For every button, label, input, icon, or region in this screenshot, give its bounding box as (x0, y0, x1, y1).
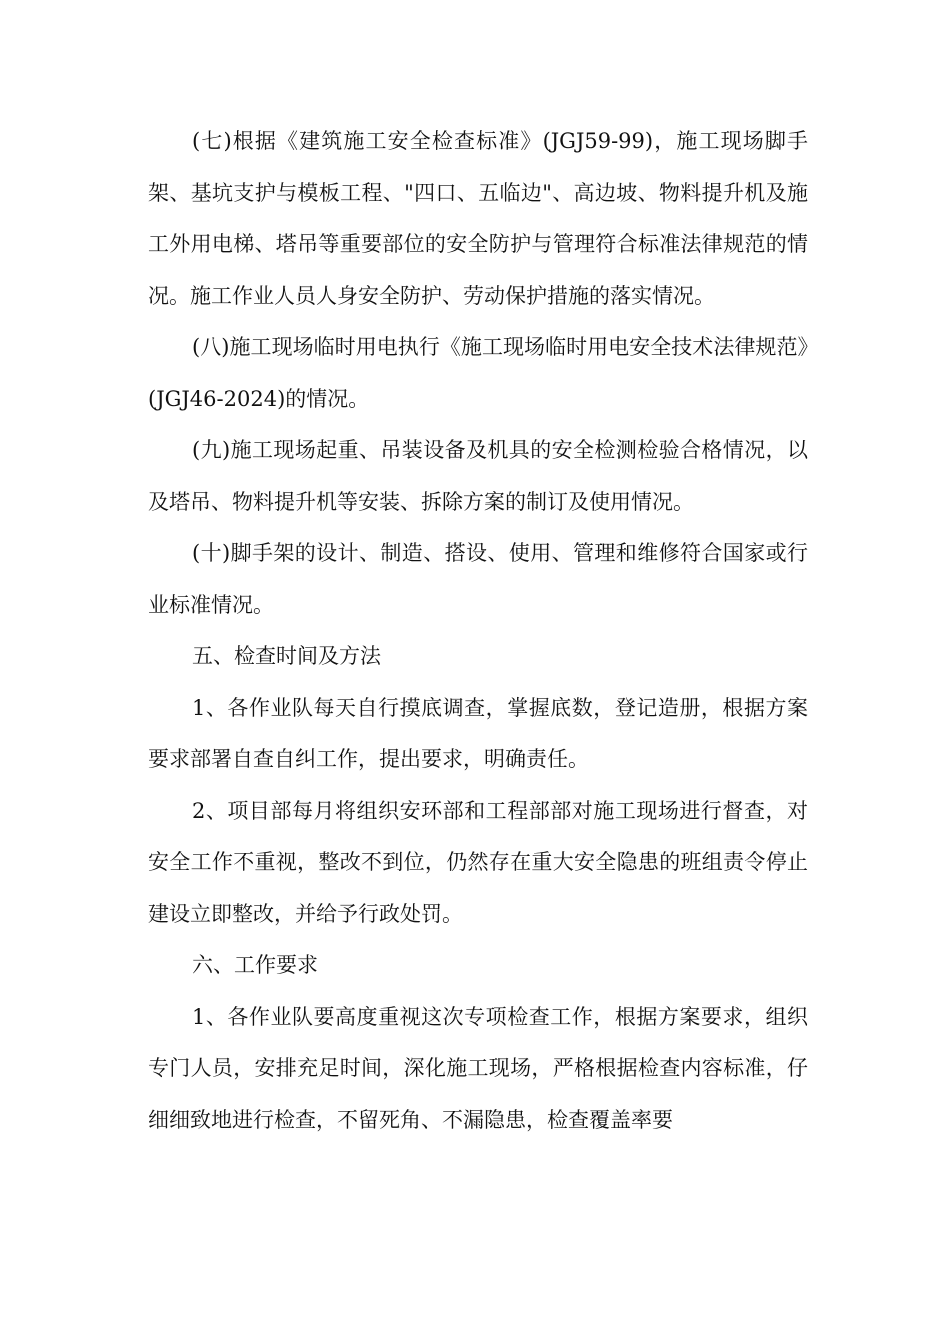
section-heading-inspection-time-method: 五、检查时间及方法 (192, 644, 381, 668)
paragraph-requirement-1: 1、各作业队要高度重视这次专项检查工作，根据方案要求，组织专门人员，安排充足时间，深化施工现场，严格根据检查内容标准，仔细细致地进行检查，不留死角、不漏隐患，检查覆盖率要 (148, 1004, 808, 1132)
paragraph-item-8-temporary-electricity: (八)施工现场临时用电执行《施工现场临时用电安全技术法律规范》(JGJ46-2024)的情况。 (148, 335, 808, 411)
section-heading-work-requirements: 六、工作要求 (192, 953, 318, 977)
paragraph-item-10-scaffolding: (十)脚手架的设计、制造、搭设、使用、管理和维修符合国家或行业标准情况。 (148, 541, 808, 617)
document-body (148, 116, 808, 1146)
paragraph-item-7-site-safety: (七)根据《建筑施工安全检查标准》(JGJ59-99)，施工现场脚手架、基坑支护与模板工程、"四口、五临边"、高边坡、物料提升机及施工外用电梯、塔吊等重要部位的安全防护与管理符合标准法律规范的情况。施工作业人员人身安全防护、劳动保护措施的落实情况。 (148, 129, 808, 308)
paragraph-method-1: 1、各作业队每天自行摸底调查，掌握底数，登记造册，根据方案要求部署自查自纠工作，提出要求，明确责任。 (148, 695, 808, 771)
paragraph-item-9-lifting-equipment: (九)施工现场起重、吊装设备及机具的安全检测检验合格情况，以及塔吊、物料提升机等安装、拆除方案的制订及使用情况。 (148, 438, 808, 514)
paragraph-method-2: 2、项目部每月将组织安环部和工程部部对施工现场进行督查，对安全工作不重视，整改不到位，仍然存在重大安全隐患的班组责令停止建设立即整改，并给予行政处罚。 (148, 798, 808, 926)
